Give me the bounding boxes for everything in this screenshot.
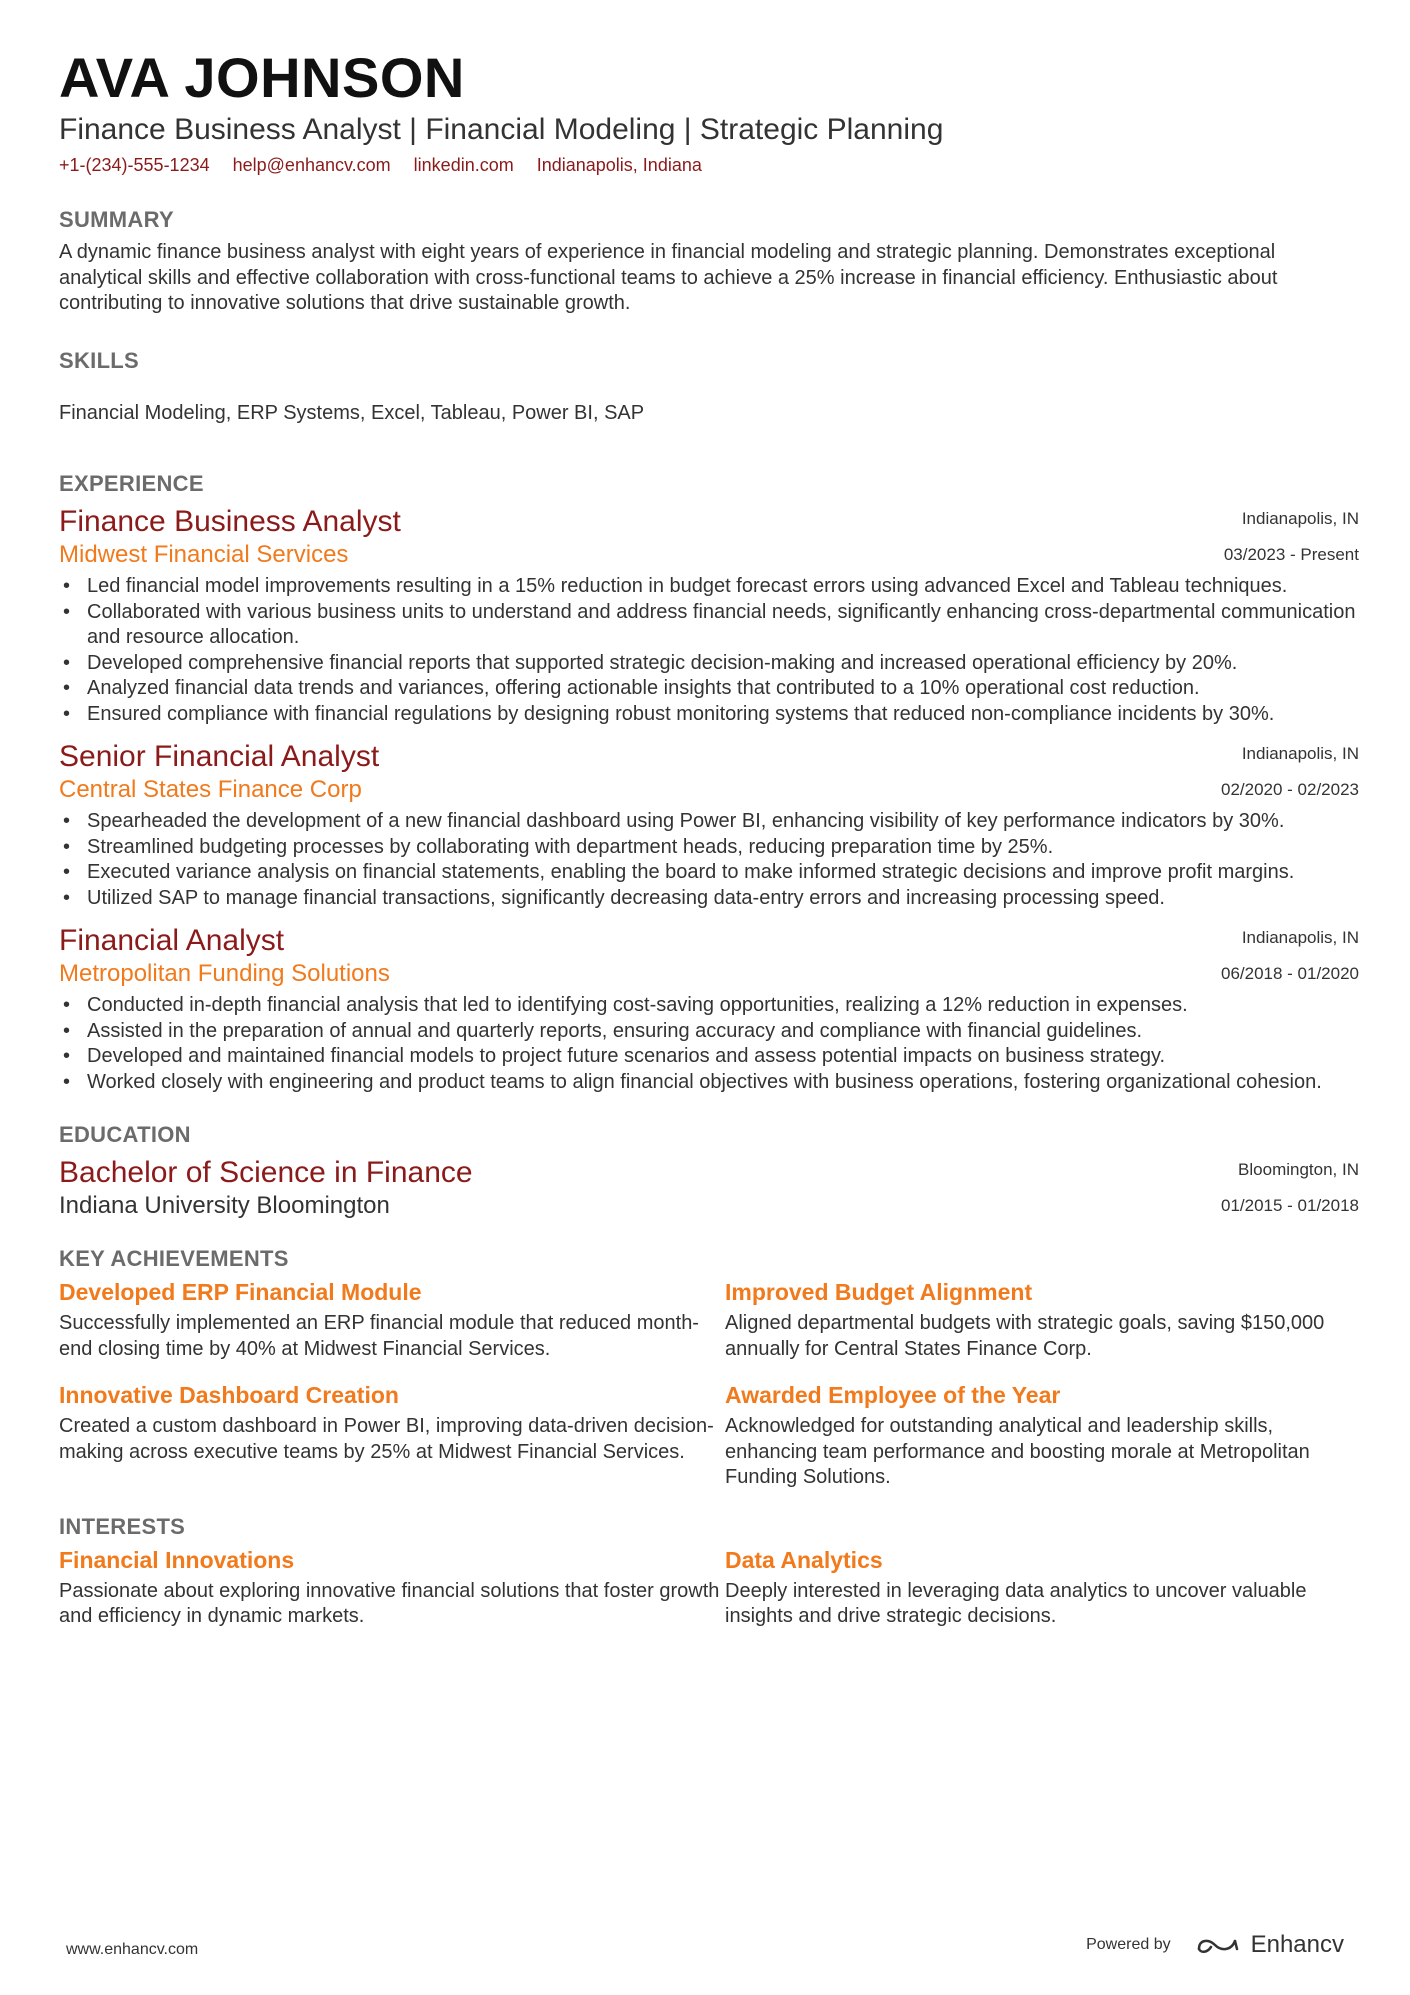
education-dates: 01/2015 - 01/2018 (1220, 1196, 1359, 1215)
job-bullet: • Developed and maintained financial models to project future scenarios and assess potential impacts on business strategy. (59, 1044, 1359, 1070)
job-bullet: • Led financial model improvements resulting in a 15% reduction in budget forecast errors using advanced Excel and Tableau techniques. (59, 574, 1359, 600)
interests-section (59, 1513, 1359, 1630)
footer-branding (1086, 1931, 1344, 1959)
job-location: Indianapolis, IN (1241, 509, 1359, 528)
education-title: EDUCATION (59, 1122, 191, 1147)
job-title: Finance Business Analyst (59, 505, 401, 538)
achievement-text: Successfully implemented an ERP financial module that reduced month-end closing time by 40% at Midwest Financial Services. (59, 1312, 699, 1360)
skills-section (59, 347, 1359, 427)
contact-linkedin[interactable]: linkedin.com (413, 155, 514, 175)
powered-by-label: Powered by (1086, 1936, 1171, 1953)
job-company: Metropolitan Funding Solutions (59, 960, 390, 987)
job-entry (59, 504, 1359, 727)
summary-title: SUMMARY (59, 207, 174, 232)
job-location: Indianapolis, IN (1241, 928, 1359, 947)
job-company: Central States Finance Corp (59, 776, 362, 803)
job-bullet: • Spearheaded the development of a new financial dashboard using Power BI, enhancing visibility of key performance indicators by 30%. (59, 809, 1359, 835)
job-title: Senior Financial Analyst (59, 740, 380, 773)
job-meta (1221, 739, 1359, 801)
resume-content (59, 46, 1359, 1630)
education-school: Indiana University Bloomington (59, 1192, 390, 1219)
achievements-grid (59, 1277, 1359, 1491)
contact-location: Indianapolis, Indiana (536, 155, 702, 175)
candidate-name: AVA JOHNSON (59, 46, 465, 109)
interest-text: Deeply interested in leveraging data analytics to uncover valuable insights and drive strategic decisions. (725, 1579, 1307, 1627)
summary-section (59, 206, 1359, 317)
job-dates: 06/2018 - 01/2020 (1220, 964, 1359, 983)
skills-text: Financial Modeling, ERP Systems, Excel, Tableau, Power BI, SAP (59, 401, 645, 424)
achievement-title: Innovative Dashboard Creation (59, 1382, 399, 1408)
brand-logo[interactable] (1195, 1931, 1344, 1959)
achievements-section (59, 1245, 1359, 1491)
job-entry (59, 739, 1359, 911)
resume-header (59, 46, 1359, 176)
interest-item (59, 1545, 725, 1630)
job-bullet: • Conducted in-depth financial analysis that led to identifying cost-saving opportunities, realizing a 12% reduction in expenses. (59, 993, 1359, 1019)
achievement-item (59, 1380, 725, 1491)
job-bullet: • Analyzed financial data trends and variances, offering actionable insights that contributed to a 10% operational cost reduction. (59, 676, 1359, 702)
candidate-tagline: Finance Business Analyst | Financial Modeling | Strategic Planning (59, 113, 944, 146)
education-entry (59, 1155, 1359, 1221)
footer-website[interactable]: www.enhancv.com (66, 1941, 199, 1958)
job-title: Financial Analyst (59, 924, 285, 957)
job-dates: 02/2020 - 02/2023 (1220, 780, 1359, 799)
job-bullets (59, 809, 1359, 911)
interest-title: Data Analytics (725, 1546, 883, 1573)
job-bullet: • Worked closely with engineering and product teams to align financial objectives with business operations, fostering organizational cohesion. (59, 1070, 1359, 1096)
enhancv-logo-icon (1195, 1933, 1241, 1957)
achievement-title: Improved Budget Alignment (725, 1279, 1033, 1305)
experience-section (59, 470, 1359, 1095)
job-bullet: • Utilized SAP to manage financial transactions, significantly decreasing data-entry errors and increasing processing speed. (59, 886, 1359, 912)
job-bullet: • Streamlined budgeting processes by collaborating with department heads, reducing preparation time by 25%. (59, 835, 1359, 861)
job-company: Midwest Financial Services (59, 541, 349, 568)
interest-item (725, 1545, 1359, 1630)
experience-title: EXPERIENCE (59, 471, 204, 496)
brand-name: Enhancv (1250, 1931, 1344, 1958)
job-bullet: • Executed variance analysis on financial statements, enabling the board to make informed strategic decisions and improve profit margins. (59, 860, 1359, 886)
skills-title: SKILLS (59, 347, 140, 373)
job-bullet: • Ensured compliance with financial regulations by designing robust monitoring systems that reduced non-compliance incidents by 30%. (59, 702, 1359, 728)
achievements-title: KEY ACHIEVEMENTS (59, 1246, 289, 1271)
achievement-text: Aligned departmental budgets with strategic goals, saving $150,000 annually for Central States Finance Corp. (725, 1312, 1325, 1360)
achievement-text: Created a custom dashboard in Power BI, improving data-driven decision-making across executive teams by 25% at Midwest Financial Services. (59, 1415, 714, 1463)
job-entry (59, 923, 1359, 1095)
education-degree: Bachelor of Science in Finance (59, 1156, 473, 1189)
achievement-item (725, 1380, 1359, 1491)
interests-grid (59, 1545, 1359, 1630)
achievement-title: Awarded Employee of the Year (725, 1382, 1061, 1408)
job-bullets (59, 993, 1359, 1095)
job-meta (1224, 504, 1359, 566)
job-location: Indianapolis, IN (1241, 744, 1359, 763)
job-bullet: • Developed comprehensive financial reports that supported strategic decision-making and increased operational efficiency by 20%. (59, 651, 1359, 677)
contact-email[interactable]: help@enhancv.com (232, 155, 391, 175)
job-meta (1221, 923, 1359, 985)
interest-title: Financial Innovations (59, 1546, 295, 1573)
achievement-text: Acknowledged for outstanding analytical and leadership skills, enhancing team performance and boosting morale at Metropolitan Funding Solutions. (725, 1415, 1310, 1488)
achievement-item (725, 1277, 1359, 1362)
job-dates: 03/2023 - Present (1223, 545, 1359, 564)
education-meta (1221, 1155, 1359, 1217)
contact-phone[interactable]: +1-(234)-555-1234 (59, 155, 210, 175)
contact-line (59, 154, 1359, 176)
interest-text: Passionate about exploring innovative financial solutions that foster growth and efficiency in dynamic markets. (59, 1579, 720, 1627)
achievement-title: Developed ERP Financial Module (59, 1279, 422, 1305)
summary-text: A dynamic finance business analyst with eight years of experience in financial modeling and strategic planning. Demonstrates exceptional analytical skills and effective collaboration with cross-functional teams to achieve a 25% increase in financial efficiency. Enthusiastic about contributing to innovative solutions that drive sustainable growth. (59, 241, 1278, 314)
job-bullet: • Collaborated with various business units to understand and address financial needs, significantly enhancing cross-departmental communication and resource allocation. (59, 600, 1359, 651)
job-bullet: • Assisted in the preparation of annual and quarterly reports, ensuring accuracy and compliance with financial guidelines. (59, 1019, 1359, 1045)
achievement-item (59, 1277, 725, 1362)
job-bullets (59, 574, 1359, 727)
interests-title: INTERESTS (59, 1513, 186, 1539)
education-location: Bloomington, IN (1238, 1160, 1359, 1179)
education-section (59, 1121, 1359, 1221)
